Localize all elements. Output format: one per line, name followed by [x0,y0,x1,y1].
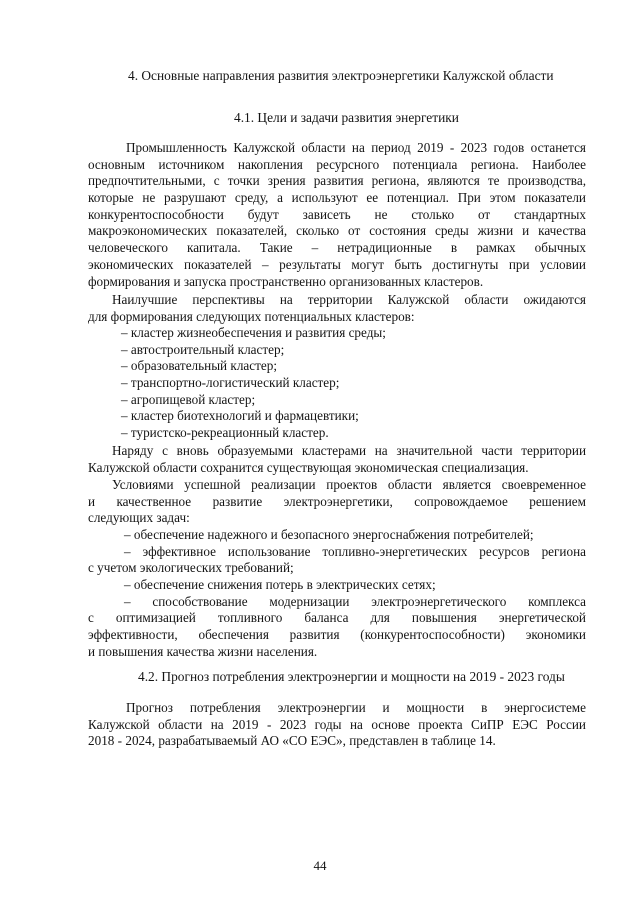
text-line: человеческого капитала. Такие – нетрадиционные в рамках обычных [88,240,586,256]
text-line: которые не разрушают среду, а используют ее потенциал. При этом показатели [88,190,586,206]
list-item: – кластер биотехнологий и фармацевтики; [121,408,359,424]
list-item: – автостроительный кластер; [121,341,285,357]
text-line: Прогноз потребления электроэнергии и мощности в энергосистеме [126,700,586,715]
subsection-heading-4-2: 4.2. Прогноз потребления электроэнергии и мощности на 2019 - 2023 годы [138,669,565,684]
text-line: Наилучшие перспективы на территории Калужской области ожидаются [112,292,586,307]
text-line: формирования и запуска пространственно организованных кластеров. [88,273,484,289]
text-line: и качественное развитие электроэнергетики, сопровождаемое решением [88,493,586,509]
list-item: – транспортно-логистический кластер; [121,375,340,391]
text-line: Условиями успешной реализации проектов области является своевременное [112,477,586,492]
list-item: – кластер жизнеобеспечения и развития среды; [121,325,386,340]
text-line: предпочтительными, с точки зрения развития региона, являются те производства, [88,173,586,189]
text-line: конкурентоспособности будут зависеть не столько от стандартных [88,206,586,222]
list-item: – обеспечение надежного и безопасного энергоснабжения потребителей; [124,527,534,542]
page-number: 44 [313,858,327,873]
text-line: и повышения качества жизни населения. [88,643,318,659]
text-line: Калужской области на 2019 - 2023 годы на основе проекта СиПР ЕЭС России [88,716,586,732]
text-line: с оптимизацией топливного баланса для повышения энергетической [88,610,586,626]
list-item: – обеспечение снижения потерь в электрических сетях; [124,577,436,593]
text-line: экономических показателей – результаты могут быть достигнуты при условии [88,256,586,272]
text-line: следующих задач: [88,510,190,526]
text-line: макроэкономических показателей, сколько от состояния среды жизни и качества [88,223,586,239]
subsection-heading-4-1: 4.1. Цели и задачи развития энергетики [234,110,459,125]
list-item: – туристско-рекреационный кластер. [121,425,329,441]
text-line: 2018 - 2024, разрабатываемый АО «СО ЕЭС», представлен в таблице 14. [88,733,496,749]
list-item: – эффективное использование топливно-энергетических ресурсов региона [124,543,586,559]
list-item: – способствование модернизации электроэнергетического комплекса [124,593,586,609]
text-line: Наряду с вновь образуемыми кластерами на значительной части территории [112,443,586,458]
paragraph-prospects [88,292,586,325]
paragraph-industry [88,140,586,290]
list-item: – образовательный кластер; [121,358,277,374]
section-heading: 4. Основные направления развития электроэнергетики Калужской области [128,68,554,83]
paragraph-conditions [88,477,586,527]
text-line: с учетом экологических требований; [88,560,294,576]
text-line: основным источником накопления ресурсного потенциала региона. Наиболее [88,156,586,172]
text-line: Калужской области сохранится существующая экономическая специализация. [88,459,529,475]
cluster-list [121,325,386,442]
text-line: эффективности, обеспечения развития (конкурентоспособности) экономики [88,627,586,643]
task-list [88,527,586,661]
paragraph-specialization [88,443,586,476]
text-line: Промышленность Калужской области на период 2019 - 2023 годов останется [126,140,586,155]
paragraph-forecast [88,700,586,750]
list-item: – агропищевой кластер; [121,391,256,407]
text-line: для формирования следующих потенциальных кластеров: [88,308,415,324]
